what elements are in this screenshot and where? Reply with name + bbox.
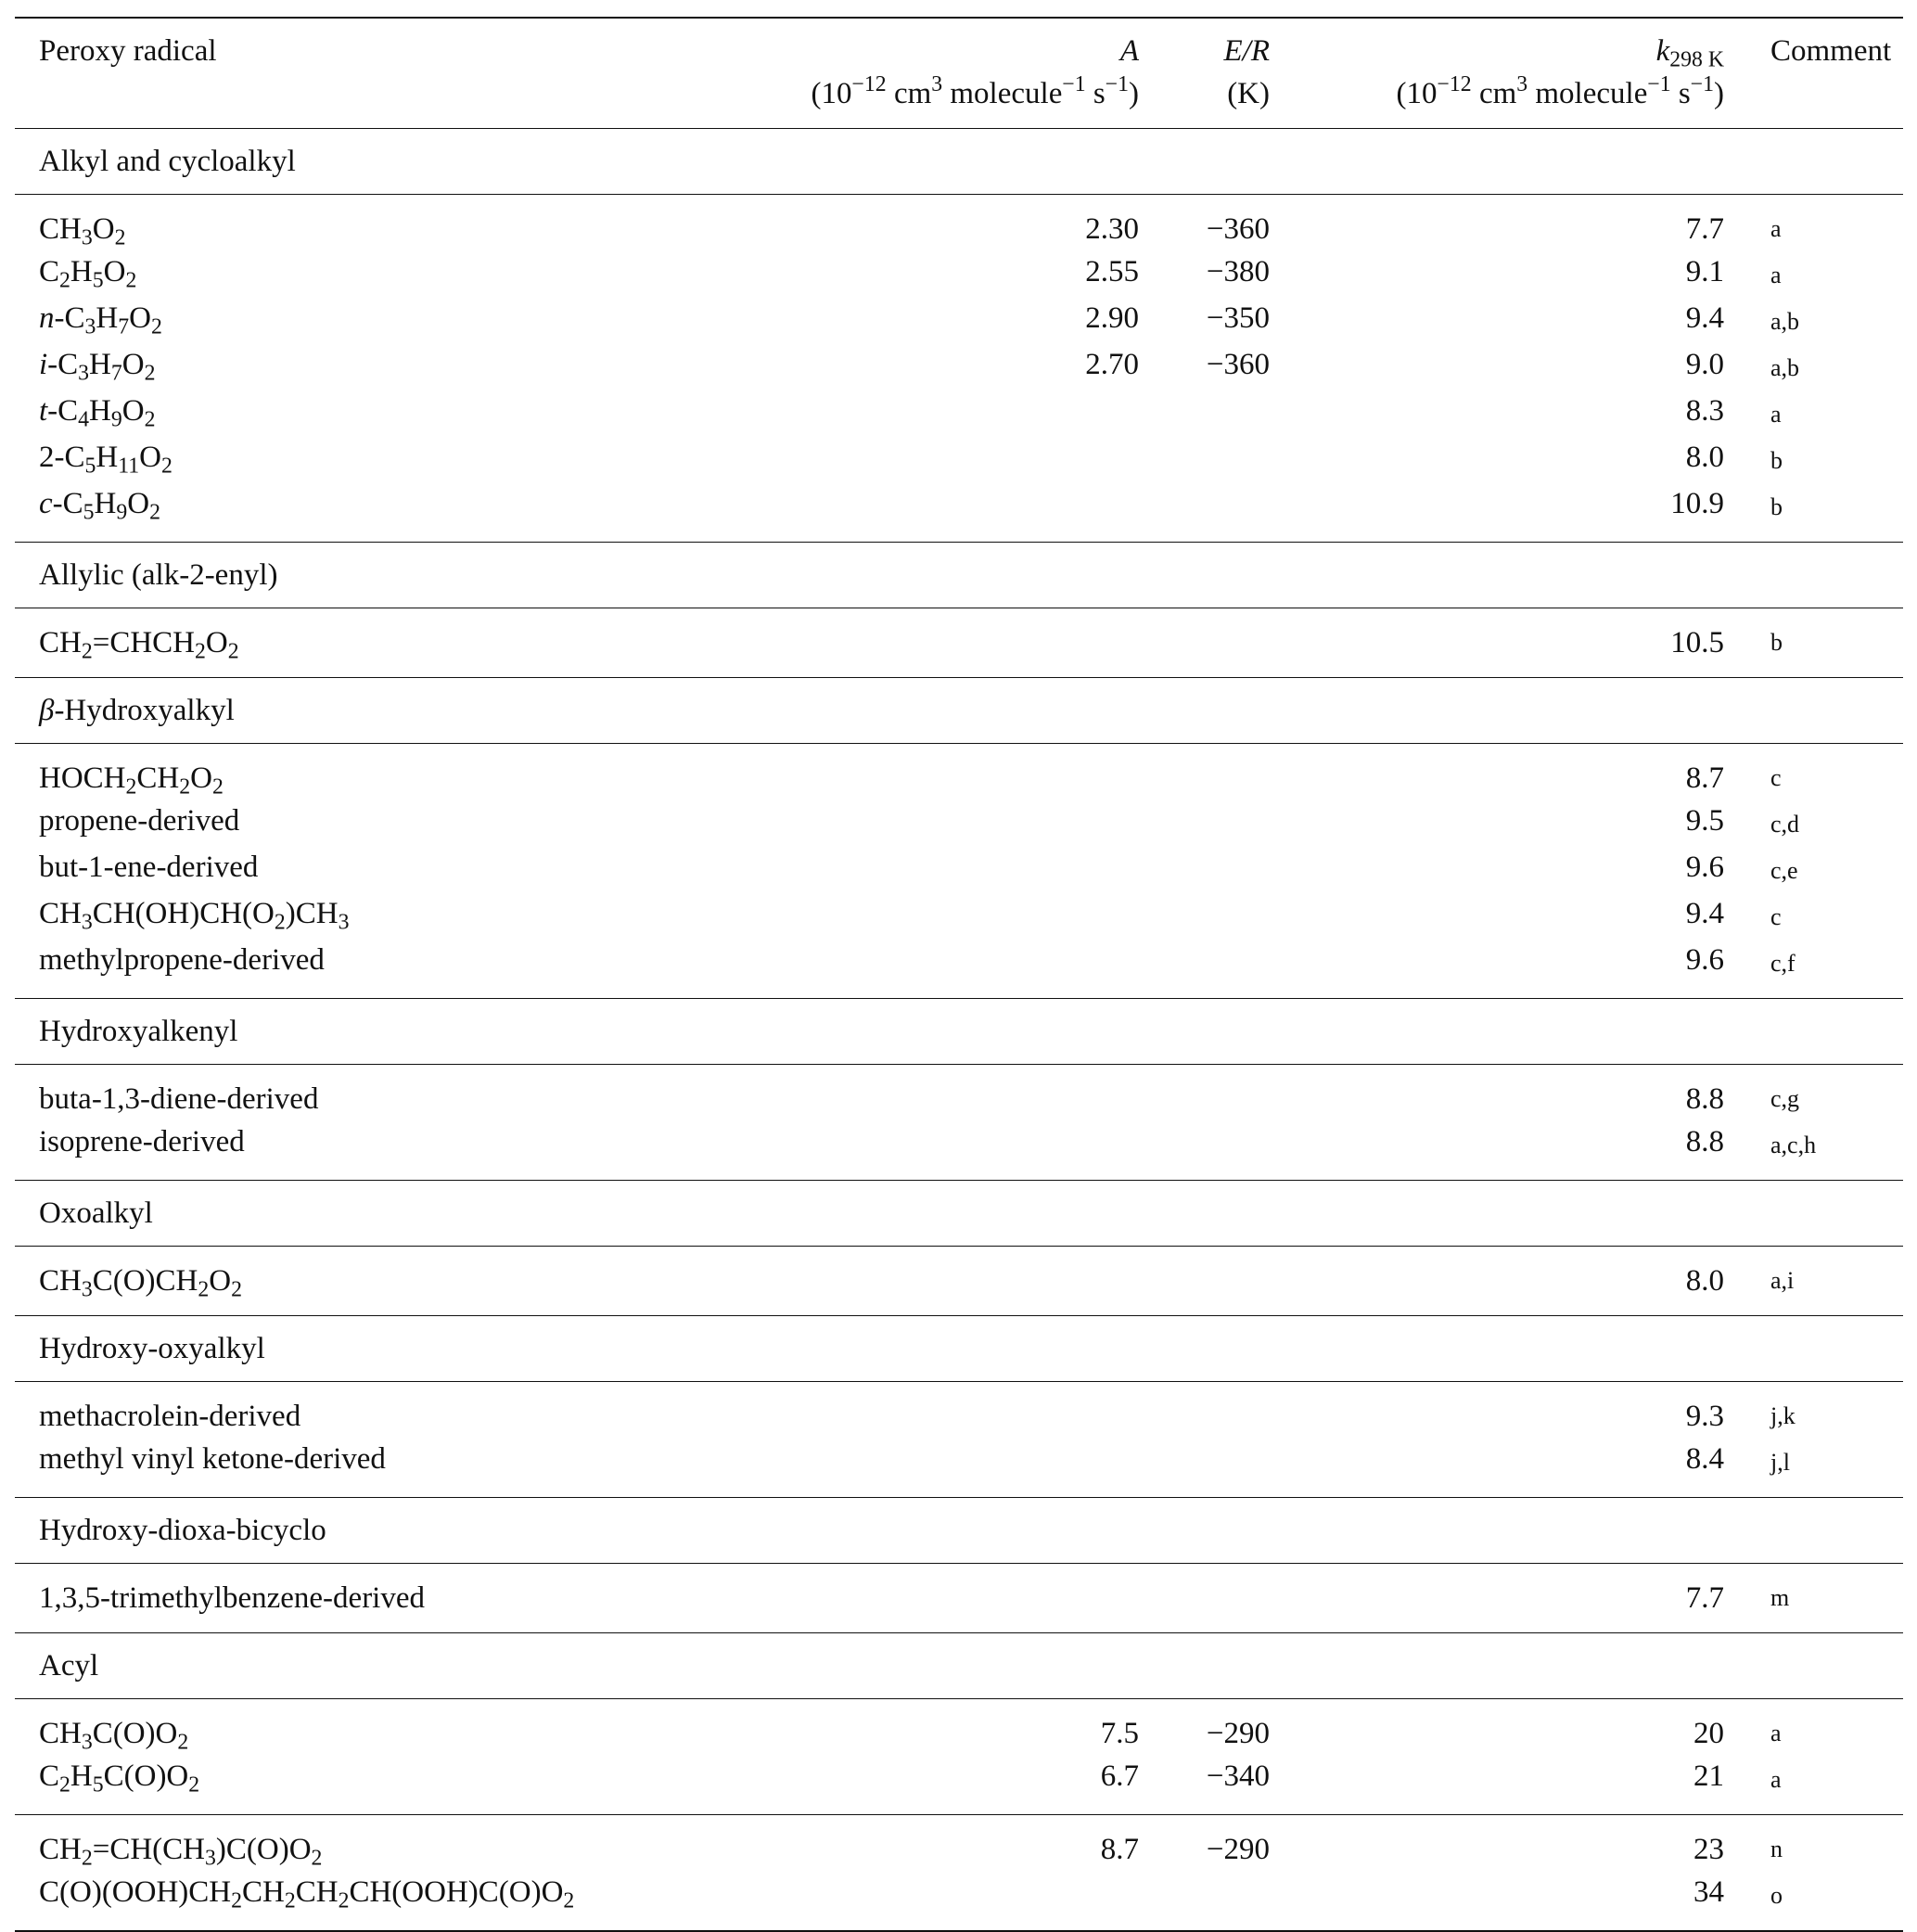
e-over-r-value: −350 — [1206, 301, 1270, 335]
comment-code: o — [1770, 1882, 1783, 1909]
table-header — [15, 18, 1903, 129]
category-section — [15, 1498, 1903, 1564]
k298-value: 8.8 — [1685, 1125, 1724, 1158]
a-value — [692, 939, 1146, 999]
a-value — [692, 390, 1146, 436]
header-a-units: ($10^{-12}$ $cm^3$ molecule$^{-1}$ $s^{-1}$) — [811, 71, 1139, 110]
radical-name: $C(O)(OOH)CH_2CH_2CH_2CH(OOH)C(O)O_2$ — [39, 1875, 575, 1913]
header-a: A — [1119, 34, 1139, 68]
table-row — [15, 436, 1903, 482]
radical-name: 1,3,5-trimethylbenzene-derived — [39, 1581, 425, 1615]
header-k298-units: ($10^{-12}$ $cm^3$ molecule$^{-1}$ $s^{-1}$) — [1396, 71, 1724, 110]
category-section — [15, 129, 1903, 195]
e-over-r-value — [1146, 846, 1272, 892]
radical-name: $CH_2=CH(CH_3)C(O)O_2$ — [39, 1833, 323, 1871]
e-over-r-value: −360 — [1206, 212, 1270, 246]
radical-name: $CH_3C(O)O_2$ — [39, 1717, 189, 1755]
a-value — [692, 800, 1146, 846]
radical-name: propene-derived — [39, 804, 240, 838]
a-value: 2.55 — [1085, 255, 1139, 288]
radical-name: buta-1,3-diene-derived — [39, 1082, 319, 1116]
radical-name: $HOCH_2CH_2O_2$ — [39, 761, 224, 800]
e-over-r-value: −290 — [1206, 1717, 1270, 1750]
k298-value: 9.4 — [1685, 897, 1724, 930]
comment-code: a — [1770, 1720, 1782, 1746]
a-value — [692, 1438, 1146, 1498]
comment-code: a,b — [1770, 354, 1800, 381]
radical-name: $CH_3CH(OH)CH(O_2)CH_3$ — [39, 897, 350, 935]
a-value — [692, 1871, 1146, 1931]
e-over-r-value — [1146, 1065, 1272, 1121]
table-row — [15, 1815, 1903, 1872]
e-over-r-value — [1146, 482, 1272, 543]
a-value — [692, 744, 1146, 800]
table-row — [15, 297, 1903, 343]
table-row — [15, 343, 1903, 390]
k298-value: 10.5 — [1670, 626, 1724, 659]
comment-code: c,f — [1770, 950, 1796, 977]
k298-value: 10.9 — [1670, 487, 1724, 520]
table-row — [15, 608, 1903, 678]
a-value — [692, 482, 1146, 543]
k298-value: 8.8 — [1685, 1082, 1724, 1116]
a-value: 7.5 — [1100, 1717, 1139, 1750]
k298-value: 34 — [1693, 1875, 1724, 1909]
e-over-r-value — [1146, 800, 1272, 846]
a-value — [692, 608, 1146, 678]
k298-value: 9.6 — [1685, 943, 1724, 977]
table-row — [15, 744, 1903, 800]
comment-code: a — [1770, 1766, 1782, 1793]
radical-name: $CH_3C(O)CH_2O_2$ — [39, 1264, 242, 1302]
category-section — [15, 1633, 1903, 1699]
header-e-over-r: E/R — [1223, 34, 1270, 68]
comment-code: c — [1770, 764, 1782, 791]
e-over-r-value: −380 — [1206, 255, 1270, 288]
e-over-r-value: −360 — [1206, 348, 1270, 381]
e-over-r-value — [1146, 1871, 1272, 1931]
table-row — [15, 482, 1903, 543]
k298-value: 23 — [1693, 1833, 1724, 1866]
category-section — [15, 1316, 1903, 1382]
a-value: 6.7 — [1100, 1759, 1139, 1793]
category-section — [15, 543, 1903, 608]
comment-code: b — [1770, 629, 1783, 656]
comment-code: a — [1770, 215, 1782, 242]
e-over-r-value — [1146, 1382, 1272, 1439]
radical-name: $C_2H_5C(O)O_2$ — [39, 1759, 200, 1798]
comment-code: a,c,h — [1770, 1132, 1817, 1158]
comment-code: c,g — [1770, 1085, 1800, 1112]
table-row — [15, 892, 1903, 939]
a-value: 8.7 — [1100, 1833, 1139, 1866]
table-row — [15, 1871, 1903, 1931]
table-row — [15, 1755, 1903, 1815]
a-value — [692, 1382, 1146, 1439]
radical-name: $2-C_5H_{11}O_2$ — [39, 441, 173, 479]
a-value — [692, 846, 1146, 892]
radical-name: $C_2H_5O_2$ — [39, 255, 137, 293]
e-over-r-value — [1146, 892, 1272, 939]
comment-code: a,b — [1770, 308, 1800, 335]
k298-value: 8.0 — [1685, 441, 1724, 474]
table-row — [15, 250, 1903, 297]
category-title: Hydroxyalkenyl — [39, 1015, 238, 1048]
a-value — [692, 1120, 1146, 1181]
a-value — [692, 1564, 1146, 1633]
comment-code: b — [1770, 493, 1783, 520]
k298-value: 7.7 — [1685, 212, 1724, 246]
comment-code: a — [1770, 401, 1782, 428]
k298-value: 8.4 — [1685, 1442, 1724, 1476]
radical-name: methyl vinyl ketone-derived — [39, 1442, 386, 1476]
table-row — [15, 1699, 1903, 1756]
k298-value: 8.0 — [1685, 1264, 1724, 1298]
comment-code: n — [1770, 1836, 1783, 1862]
a-value — [692, 1247, 1146, 1316]
a-value — [692, 436, 1146, 482]
comment-code: a,i — [1770, 1267, 1795, 1294]
e-over-r-value — [1146, 608, 1272, 678]
k298-value: 9.5 — [1685, 804, 1724, 838]
radical-name: methacrolein-derived — [39, 1400, 301, 1433]
table-row — [15, 1438, 1903, 1498]
k298-value: 8.3 — [1685, 394, 1724, 428]
category-title: Hydroxy-dioxa-bicyclo — [39, 1514, 326, 1547]
table-row — [15, 1247, 1903, 1316]
e-over-r-value: −340 — [1206, 1759, 1270, 1793]
category-title: Hydroxy-oxyalkyl — [39, 1332, 265, 1365]
comment-code: m — [1770, 1584, 1790, 1611]
header-e-over-r-units: (K) — [1227, 77, 1270, 110]
radical-name: $c-C_5H_9O_2$ — [39, 487, 160, 525]
header-peroxy-radical: Peroxy radical — [39, 34, 217, 68]
category-section — [15, 678, 1903, 744]
table-row — [15, 1065, 1903, 1121]
comment-code: c,d — [1770, 811, 1800, 838]
a-value — [692, 892, 1146, 939]
table-row — [15, 195, 1903, 251]
peroxy-radical-rate-table — [15, 17, 1903, 1932]
category-section — [15, 1181, 1903, 1247]
radical-name: but-1-ene-derived — [39, 851, 259, 884]
category-title: Oxoalkyl — [39, 1196, 153, 1230]
radical-name: $n-C_3H_7O_2$ — [39, 301, 162, 339]
k298-value: 9.0 — [1685, 348, 1724, 381]
table-row — [15, 1382, 1903, 1439]
k298-value: 8.7 — [1685, 761, 1724, 795]
category-title: β-Hydroxyalkyl — [39, 694, 235, 727]
comment-code: b — [1770, 447, 1783, 474]
e-over-r-value — [1146, 1438, 1272, 1498]
header-k298: $k_{298 K}$ — [1655, 34, 1724, 72]
a-value: 2.70 — [1085, 348, 1139, 381]
comment-code: c — [1770, 903, 1782, 930]
radical-name: $CH_3O_2$ — [39, 212, 126, 250]
category-title: Acyl — [39, 1649, 99, 1683]
radical-name: isoprene-derived — [39, 1125, 245, 1158]
category-title: Allylic (alk-2-enyl) — [39, 558, 278, 592]
table-row — [15, 800, 1903, 846]
e-over-r-value — [1146, 744, 1272, 800]
k298-value: 9.6 — [1685, 851, 1724, 884]
e-over-r-value — [1146, 1564, 1272, 1633]
a-value: 2.90 — [1085, 301, 1139, 335]
a-value — [692, 1065, 1146, 1121]
e-over-r-value — [1146, 939, 1272, 999]
k298-value: 21 — [1693, 1759, 1724, 1793]
radical-name: $t-C_4H_9O_2$ — [39, 394, 156, 432]
k298-value: 9.1 — [1685, 255, 1724, 288]
comment-code: j,k — [1770, 1402, 1796, 1429]
comment-code: j,l — [1770, 1449, 1790, 1476]
k298-value: 9.4 — [1685, 301, 1724, 335]
radical-name: methylpropene-derived — [39, 943, 325, 977]
comment-code: c,e — [1770, 857, 1798, 884]
e-over-r-value — [1146, 390, 1272, 436]
k298-value: 7.7 — [1685, 1581, 1724, 1615]
k298-value: 9.3 — [1685, 1400, 1724, 1433]
table-row — [15, 1120, 1903, 1181]
e-over-r-value — [1146, 436, 1272, 482]
a-value: 2.30 — [1085, 212, 1139, 246]
table-row — [15, 1564, 1903, 1633]
k298-value: 20 — [1693, 1717, 1724, 1750]
e-over-r-value — [1146, 1247, 1272, 1316]
radical-name: $CH_2=CHCH_2O_2$ — [39, 626, 239, 664]
radical-name: $i-C_3H_7O_2$ — [39, 348, 156, 386]
e-over-r-value: −290 — [1206, 1833, 1270, 1866]
comment-code: a — [1770, 262, 1782, 288]
rate-coefficient-table-container — [15, 17, 1903, 1932]
table-row — [15, 390, 1903, 436]
table-row — [15, 846, 1903, 892]
category-section — [15, 999, 1903, 1065]
table-row — [15, 939, 1903, 999]
header-comment: Comment — [1770, 34, 1892, 68]
e-over-r-value — [1146, 1120, 1272, 1181]
category-title: Alkyl and cycloalkyl — [39, 145, 296, 178]
